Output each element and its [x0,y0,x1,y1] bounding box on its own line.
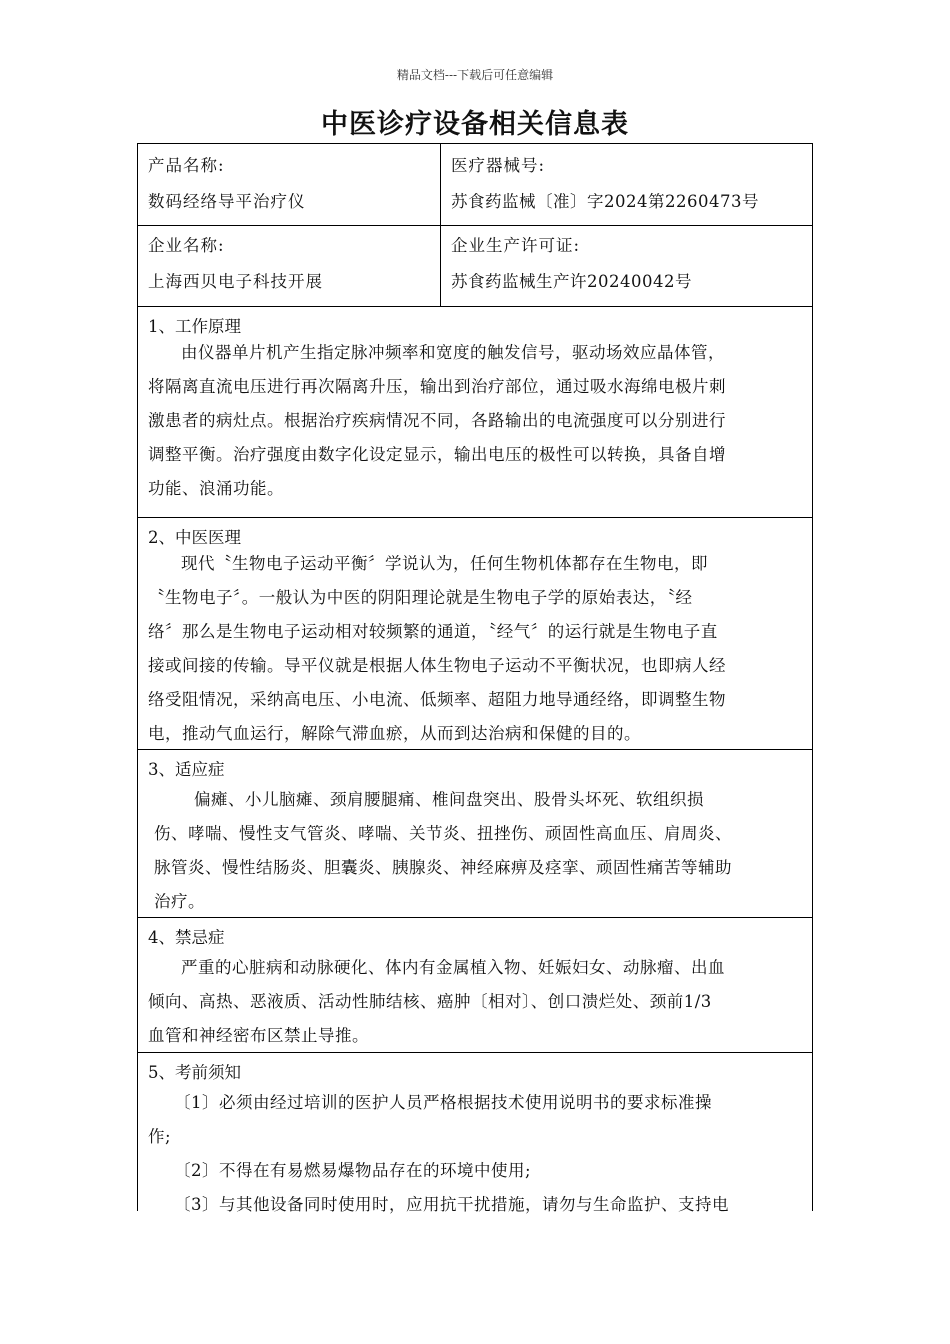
text-line: 作; [148,1127,172,1146]
company-label: 企业名称: [148,236,225,255]
text-line: 接或间接的传输。导平仪就是根据人体生物电子运动不平衡状况，也即病人经 [148,656,726,675]
text-line: 激患者的病灶点。根据治疗疾病情况不同，各路输出的电流强度可以分别进行 [148,411,726,430]
page-title: 中医诊疗设备相关信息表 [321,109,629,140]
text-line: 治疗。 [154,892,205,911]
text-line: 由仪器单片机产生指定脉冲频率和宽度的触发信号，驱动场效应晶体管， [181,343,725,362]
section-heading: 1、工作原理 [148,317,241,336]
device-number-cell [441,144,812,225]
text-line: 调整平衡。治疗强度由数字化设定显示，输出电压的极性可以转换，具备自增 [148,445,726,464]
text-line: 电，推动气血运行，解除气滞血瘀，从而到达治病和保健的目的。 [148,724,641,743]
section-body [148,951,802,1053]
license-value: 苏食药监械生产许20240042号 [451,272,692,291]
section-body [148,1086,802,1222]
section-body [148,336,802,506]
text-line: 将隔离直流电压进行再次隔离升压，输出到治疗部位，通过吸水海绵电极片刺 [148,377,726,396]
device-number-value: 苏食药监械〔准〕字2024第2260473号 [451,192,759,211]
section-precautions [138,1053,812,1212]
section-body [148,547,802,751]
company-cell [138,226,441,306]
license-cell [441,226,812,306]
text-line: 〔2〕不得在有易燃易爆物品存在的环境中使用; [174,1161,532,1180]
license-label: 企业生产许可证: [451,236,581,255]
section-indications [138,750,812,918]
section-tcm-theory [138,518,812,750]
text-line: 倾向、高热、恶液质、活动性肺结核、癌肿〔相对〕、创口溃烂处、颈前1/3 [148,992,712,1011]
text-line: 严重的心脏病和动脉硬化、体内有金属植入物、妊娠妇女、动脉瘤、出血 [181,958,725,977]
company-value: 上海西贝电子科技开展 [148,272,323,291]
section-heading: 5、考前须知 [148,1063,241,1082]
section-contraindications [138,918,812,1053]
product-value: 数码经络导平治疗仪 [148,192,306,211]
text-line: 脉管炎、慢性结肠炎、胆囊炎、胰腺炎、神经麻痹及痉挛、顽固性痛苦等辅助 [154,858,732,877]
text-line: 伤、哮喘、慢性支气管炎、哮喘、关节炎、扭挫伤、顽固性高血压、肩周炎、 [154,824,732,843]
text-line: 络受阻情况，采纳高电压、小电流、低频率、超阻力地导通经络，即调整生物 [148,690,726,709]
info-table [137,143,813,1214]
section-heading: 4、禁忌症 [148,928,225,947]
product-label: 产品名称: [148,156,225,175]
text-line: 〔1〕必须由经过培训的医护人员严格根据技术使用说明书的要求标准操 [174,1093,712,1112]
text-line: 〝生物电子〞。一般认为中医的阴阳理论就是生物电子学的原始表达，〝经 [148,588,693,607]
section-body [154,783,802,919]
text-line: 〔3〕与其他设备同时使用时，应用抗干扰措施，请勿与生命监护、支持电 [174,1195,729,1214]
text-line: 血管和神经密布区禁止导推。 [148,1026,369,1045]
text-line: 现代〝生物电子运动平衡〞学说认为，任何生物机体都存在生物电，即 [181,554,708,573]
text-line: 络〞那么是生物电子运动相对较频繁的通道，〝经气〞的运行就是生物电子直 [148,622,718,641]
header-note: 精品文档---下载后可任意编辑 [396,68,554,82]
product-row [138,144,812,226]
company-row [138,226,812,307]
section-heading: 3、适应症 [148,760,225,779]
text-line: 功能、浪涌功能。 [148,479,284,498]
section-working-principle [138,307,812,518]
product-cell [138,144,441,225]
section-heading: 2、中医医理 [148,528,241,547]
device-number-label: 医疗器械号: [451,156,546,175]
text-line: 偏瘫、小儿脑瘫、颈肩腰腿痛、椎间盘突出、股骨头坏死、软组织损 [194,790,704,809]
